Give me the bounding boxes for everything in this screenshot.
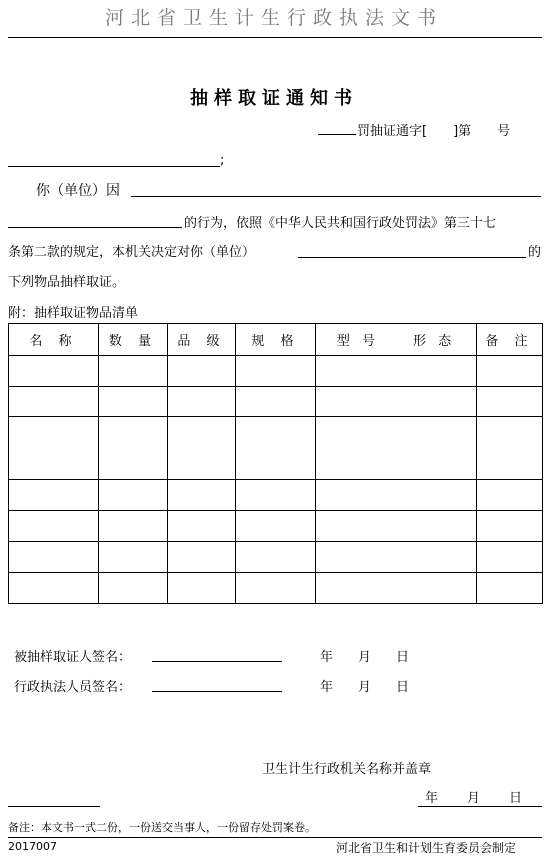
reason-prefix: 你（单位）因 bbox=[36, 183, 120, 199]
col-model-form-header: 型 号 形 态 bbox=[316, 324, 477, 356]
footer-code: 2017007 bbox=[8, 840, 57, 853]
officer-signature-label: 行政执法人员签名： bbox=[14, 680, 132, 695]
table-row bbox=[9, 480, 543, 511]
recipient-colon: ; bbox=[220, 153, 225, 168]
doc-number-blank bbox=[318, 134, 356, 135]
sampled-signature-blank bbox=[152, 661, 282, 662]
doc-number: 罚抽证通字[ ]第 号 bbox=[357, 124, 511, 139]
officer-signature-blank bbox=[152, 691, 282, 692]
officer-signature-date: 年 月 日 bbox=[320, 680, 416, 695]
table-row bbox=[9, 417, 543, 480]
reason-blank bbox=[131, 196, 541, 197]
recipient-blank bbox=[8, 166, 220, 167]
col-quantity-header: 数 量 bbox=[99, 324, 168, 356]
behavior-blank bbox=[8, 227, 182, 228]
seal-date: 年 月 日 bbox=[425, 791, 531, 806]
goods-text: 下列物品抽样取证。 bbox=[8, 275, 126, 290]
header-divider bbox=[8, 37, 542, 38]
table-row bbox=[9, 387, 543, 417]
col-grade-header: 品 级 bbox=[168, 324, 236, 356]
table-row bbox=[9, 511, 543, 542]
attachment-title: 附：抽样取证物品清单 bbox=[8, 306, 139, 321]
table-row bbox=[9, 573, 543, 604]
note-separator-right bbox=[418, 806, 542, 807]
col-remark-header: 备 注 bbox=[477, 324, 543, 356]
footer-divider bbox=[8, 837, 542, 838]
seal-org-label: 卫生计生行政机关名称并盖章 bbox=[262, 762, 432, 777]
sample-list-table bbox=[8, 323, 543, 604]
footer-note: 备注：本文书一式二份，一份送交当事人，一份留存处罚案卷。 bbox=[8, 821, 316, 834]
col-name-header: 名 称 bbox=[9, 324, 99, 356]
goods-blank bbox=[298, 257, 526, 258]
behavior-text: 的行为，依照《中华人民共和国行政处罚法》第三十七 bbox=[184, 216, 497, 231]
article-suffix: 的 bbox=[528, 245, 542, 260]
table-row bbox=[9, 356, 543, 387]
document-title: 抽样取证通知书 bbox=[190, 88, 358, 109]
note-separator bbox=[8, 806, 100, 807]
sampled-signature-date: 年 月 日 bbox=[320, 650, 416, 665]
footer-issuer: 河北省卫生和计划生育委员会制定 bbox=[336, 841, 517, 855]
col-spec-header: 规 格 bbox=[236, 324, 316, 356]
sampled-signature-label: 被抽样取证人签名： bbox=[14, 650, 132, 665]
table-row bbox=[9, 542, 543, 573]
document-header: 河北省卫生计生行政执法文书 bbox=[104, 7, 443, 29]
table-header-row bbox=[9, 324, 543, 356]
article-text: 条第二款的规定，本机关决定对你（单位） bbox=[8, 245, 256, 260]
